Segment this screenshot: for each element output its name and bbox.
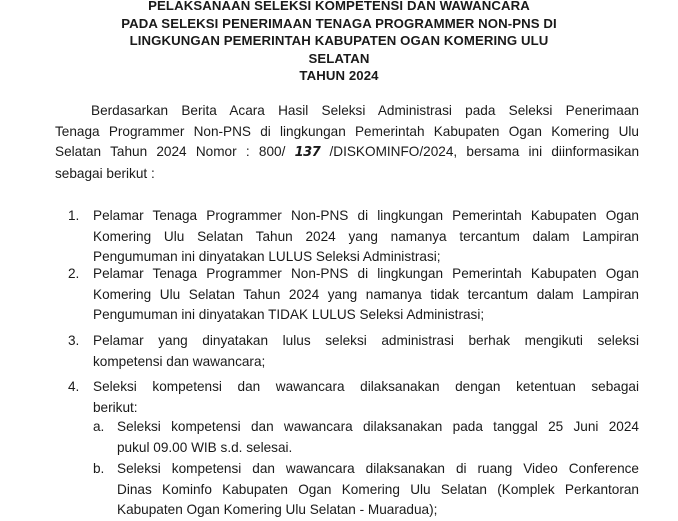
list-item-text: Seleksi kompetensi dan wawancara dilaksanakan dengan ketentuan sebagai berikut: (93, 379, 639, 415)
sub-item-text: Seleksi kompetensi dan wawancara dilaksanakan pada tanggal 25 Juni 2024 pukul 09.00 WIB s.d. selesai. (117, 419, 639, 455)
list-item-number: 2. (68, 266, 80, 281)
list-item-4 (55, 377, 639, 517)
list-item-number: 3. (68, 333, 80, 348)
title-line-2: PADA SELEKSI PENERIMAAN TENAGA PROGRAMMER NON-PNS DI (121, 15, 557, 31)
list-item-2 (55, 264, 639, 326)
title-line-3: LINGKUNGAN PEMERINTAH KABUPATEN OGAN KOMERING ULU (129, 33, 549, 49)
list-item-text: Pelamar yang dinyatakan lulus seleksi administrasi berhak mengikuti seleksi kompetensi dan wawancara; (93, 333, 639, 369)
intro-line-4: sebagai berikut : (55, 165, 155, 181)
intro-line-3: Selatan Tahun 2024 Nomor : 800/ 137 /DISKOMINFO/2024, bersama ini diinformasikan (55, 144, 640, 160)
sub-item-letter: a. (93, 419, 105, 434)
sub-item-text: Seleksi kompetensi dan wawancara dilaksanakan di ruang Video Conference Dinas Kominfo Kabupaten Ogan Komering Ulu Selatan (Komplek Perkantoran Kabupaten Ogan Komering Ulu Selatan - Muaradua); (117, 461, 639, 517)
intro-line-1: Berdasarkan Berita Acara Hasil Seleksi Administrasi pada Seleksi Penerimaan (91, 103, 639, 118)
title-line-1: PELAKSANAAN SELEKSI KOMPETENSI DAN WAWANCARA (148, 0, 530, 13)
list-item-1 (55, 206, 639, 268)
document-title (0, 0, 678, 85)
list-item-text: Pelamar Tenaga Programmer Non-PNS di lingkungan Pemerintah Kabupaten Ogan Komering Ulu Selatan Tahun 2024 yang namanya tercantum dalam Lampiran Pengumuman ini dinyatakan LULUS Seleksi Administrasi; (93, 208, 639, 264)
handwritten-number: 137 (294, 145, 321, 160)
title-line-4: SELATAN (308, 50, 370, 66)
sub-item-b (93, 459, 639, 521)
sub-item-a (93, 417, 639, 458)
list-item-text: Pelamar Tenaga Programmer Non-PNS di lingkungan Pemerintah Kabupaten Ogan Komering Ulu Selatan Tahun 2024 yang namanya tidak tercantum dalam Lampiran Pengumuman ini dinyatakan TIDAK LULUS Seleksi Administrasi; (93, 266, 639, 322)
sub-item-letter: b. (93, 461, 105, 476)
list-item-number: 4. (68, 379, 80, 394)
list-item-number: 1. (68, 208, 80, 223)
title-line-5: TAHUN 2024 (299, 68, 379, 84)
intro-line-2: Tenaga Programmer Non-PNS di lingkungan Pemerintah Kabupaten Ogan Komering Ulu (55, 123, 639, 139)
intro-paragraph (55, 101, 639, 184)
list-item-3 (55, 331, 639, 372)
